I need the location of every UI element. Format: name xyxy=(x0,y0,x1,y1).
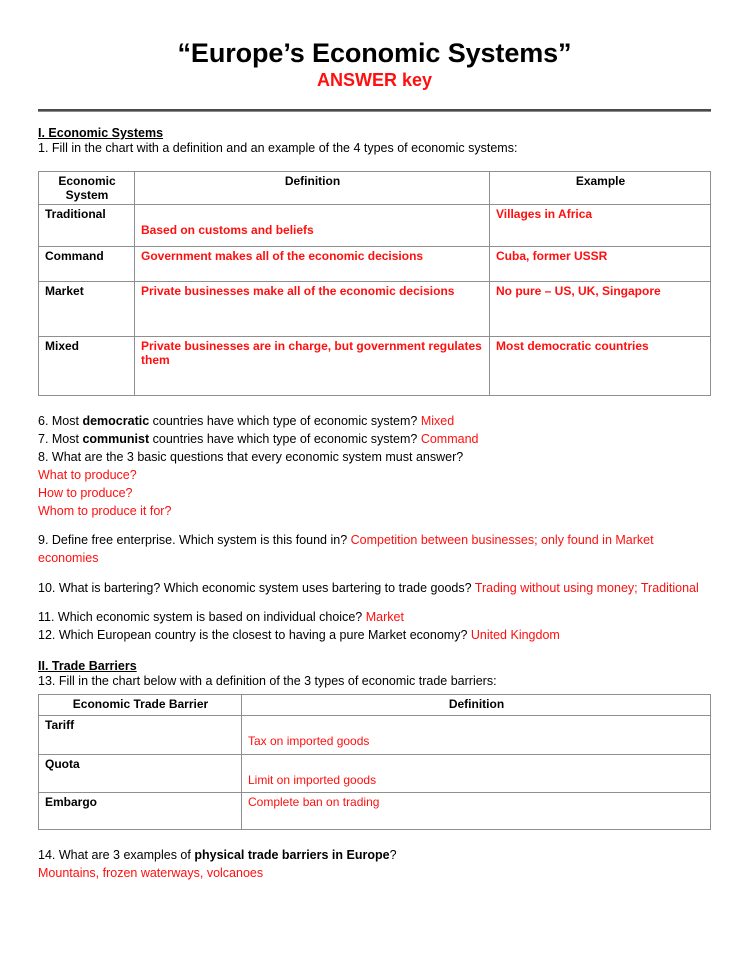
column-header-example: Example xyxy=(490,171,711,204)
table-row xyxy=(39,336,711,395)
horizontal-divider xyxy=(38,109,711,112)
table-row xyxy=(39,715,711,754)
question-12-text: 12. Which European country is the closest to having a pure Market economy? xyxy=(38,627,471,642)
question-6 xyxy=(38,412,711,430)
economic-systems-table xyxy=(38,171,711,396)
table-row xyxy=(39,246,711,281)
question-9 xyxy=(38,531,711,567)
instruction-question-13: 13. Fill in the chart below with a definition of the 3 types of economic trade barriers: xyxy=(38,673,497,688)
blank-spacer-line xyxy=(248,757,705,773)
question-11 xyxy=(38,608,711,626)
answer-definition-market: Private businesses make all of the economic decisions xyxy=(135,281,490,336)
question-8: 8. What are the 3 basic questions that every economic system must answer? xyxy=(38,449,464,464)
cell-system-traditional: Traditional xyxy=(39,204,135,246)
table-row xyxy=(39,792,711,829)
economic-systems-table-wrapper xyxy=(38,171,711,396)
cell-definition-traditional xyxy=(135,204,490,246)
cell-barrier-tariff: Tariff xyxy=(39,715,242,754)
spacer xyxy=(38,644,711,655)
answer-example-command: Cuba, former USSR xyxy=(490,246,711,281)
cell-barrier-embargo: Embargo xyxy=(39,792,242,829)
cell-definition-quota xyxy=(242,754,711,792)
document-header xyxy=(38,0,711,92)
question-6-text: countries have which type of economic system? xyxy=(149,413,421,428)
question-6-emphasis: democratic xyxy=(82,413,150,428)
cell-system-mixed: Mixed xyxy=(39,336,135,395)
answer-example-mixed: Most democratic countries xyxy=(490,336,711,395)
section-heading-economic-systems: I. Economic Systems xyxy=(38,125,164,140)
question-10-text: 10. What is bartering? Which economic system uses bartering to trade goods? xyxy=(38,580,475,595)
question-10 xyxy=(38,579,711,597)
blank-spacer-line xyxy=(248,718,705,734)
answer-definition-traditional: Based on customs and beliefs xyxy=(141,222,314,237)
question-14-label: 14. What are 3 examples of xyxy=(38,847,195,862)
table-header-row xyxy=(39,171,711,204)
answer-question-14: Mountains, frozen waterways, volcanoes xyxy=(38,865,264,880)
page-subtitle: ANSWER key xyxy=(316,70,433,91)
answer-question-8-line-3: Whom to produce it for? xyxy=(38,504,172,519)
answer-example-traditional: Villages in Africa xyxy=(490,204,711,246)
answer-question-8-line-2: How to produce? xyxy=(38,486,133,501)
question-9-text: 9. Define free enterprise. Which system is this found in? xyxy=(38,533,351,548)
question-7 xyxy=(38,430,711,448)
table-row xyxy=(39,204,711,246)
spacer xyxy=(38,597,711,608)
spacer xyxy=(38,830,711,846)
column-header-economic-system: Economic System xyxy=(39,171,135,204)
cell-definition-tariff xyxy=(242,715,711,754)
answer-question-11: Market xyxy=(365,609,404,624)
spacer xyxy=(38,520,711,531)
answer-question-9: Competition between businesses; only found in Market economies xyxy=(38,533,654,566)
question-14-text: ? xyxy=(389,847,397,862)
answer-example-market: No pure – US, UK, Singapore xyxy=(490,281,711,336)
spacer xyxy=(38,568,711,579)
answer-question-7: Command xyxy=(420,431,479,446)
blank-spacer-line xyxy=(141,207,484,223)
question-11-text: 11. Which economic system is based on individual choice? xyxy=(38,609,366,624)
table-row xyxy=(39,281,711,336)
answer-question-8-line-1: What to produce? xyxy=(38,467,137,482)
answer-definition-embargo: Complete ban on trading xyxy=(242,792,711,829)
page-title: “Europe’s Economic Systems” xyxy=(177,38,572,68)
question-14 xyxy=(38,846,711,864)
column-header-definition: Definition xyxy=(242,694,711,715)
cell-barrier-quota: Quota xyxy=(39,754,242,792)
table-header-row xyxy=(39,694,711,715)
question-14-emphasis: physical trade barriers in Europe xyxy=(194,847,390,862)
question-7-label: 7. Most xyxy=(38,431,83,446)
column-header-definition: Definition xyxy=(135,171,490,204)
answer-definition-quota: Limit on imported goods xyxy=(248,772,377,787)
table-row xyxy=(39,754,711,792)
answer-definition-mixed: Private businesses are in charge, but government regulates them xyxy=(135,336,490,395)
question-12 xyxy=(38,626,711,644)
answer-definition-tariff: Tax on imported goods xyxy=(248,733,370,748)
question-7-text: countries have which type of economic system? xyxy=(149,431,421,446)
spacer xyxy=(38,396,711,412)
column-header-trade-barrier: Economic Trade Barrier xyxy=(39,694,242,715)
cell-system-command: Command xyxy=(39,246,135,281)
cell-system-market: Market xyxy=(39,281,135,336)
answer-definition-command: Government makes all of the economic decisions xyxy=(135,246,490,281)
answer-question-12: United Kingdom xyxy=(470,627,560,642)
answer-question-6: Mixed xyxy=(420,413,455,428)
answer-question-10: Trading without using money; Traditional xyxy=(474,580,699,595)
trade-barriers-table xyxy=(38,694,711,830)
instruction-question-1: 1. Fill in the chart with a definition and an example of the 4 types of economic systems: xyxy=(38,140,518,155)
question-6-label: 6. Most xyxy=(38,413,83,428)
section-heading-trade-barriers: II. Trade Barriers xyxy=(38,658,137,673)
question-7-emphasis: communist xyxy=(82,431,150,446)
trade-barriers-table-wrapper xyxy=(38,694,711,830)
